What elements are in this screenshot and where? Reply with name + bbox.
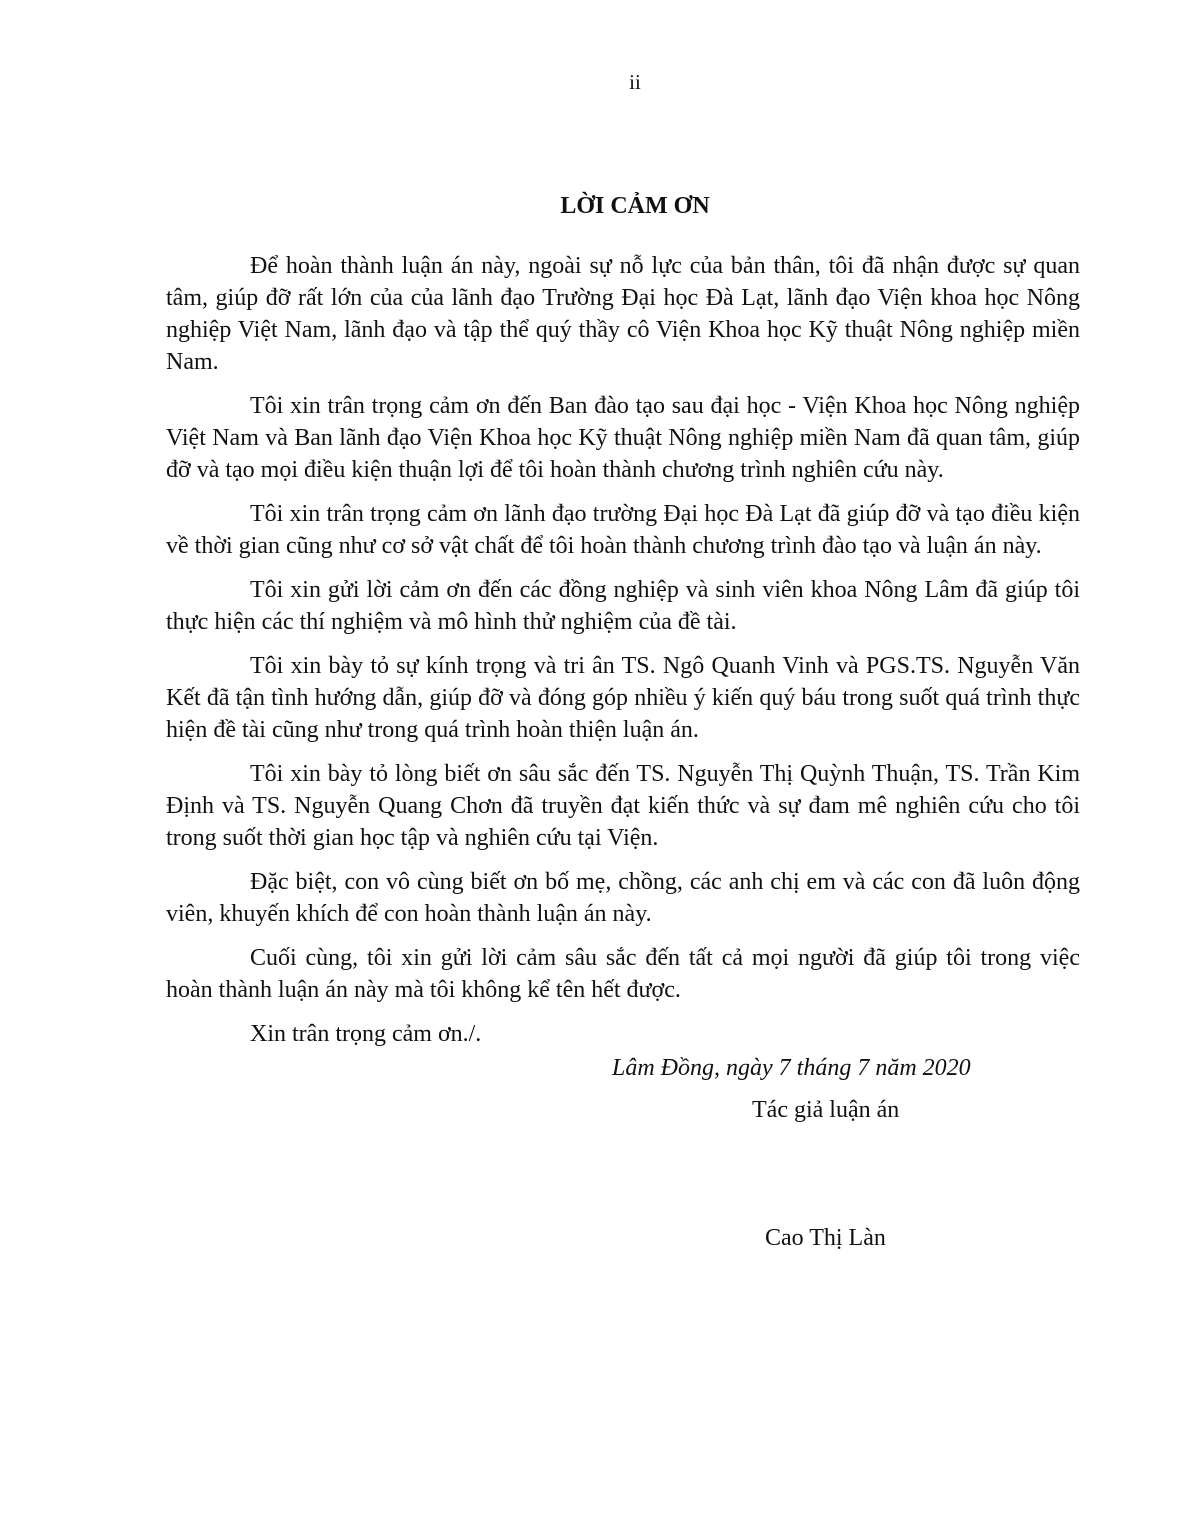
signature-author-label: Tác giả luận án	[752, 1097, 900, 1123]
paragraph-1: Để hoàn thành luận án này, ngoài sự nỗ lực của bản thân, tôi đã nhận được sự quan tâm, giúp đỡ rất lớn của của lãnh đạo Trường Đại học Đà Lạt, lãnh đạo Viện khoa học Nông nghiệp Việt Nam, lãnh đạo và tập thể quý thầy cô Viện Khoa học Kỹ thuật Nông nghiệp miền Nam.	[166, 253, 1080, 375]
signature-place-date: Lâm Đồng, ngày 7 tháng 7 năm 2020	[612, 1055, 971, 1081]
signature-author-name: Cao Thị Làn	[765, 1225, 886, 1251]
paragraph-8: Cuối cùng, tôi xin gửi lời cảm sâu sắc đến tất cả mọi người đã giúp tôi trong việc hoàn thành luận án này mà tôi không kể tên hết được.	[166, 945, 1080, 1003]
page-number: ii	[629, 70, 641, 94]
paragraph-3: Tôi xin trân trọng cảm ơn lãnh đạo trường Đại học Đà Lạt đã giúp đỡ và tạo điều kiện về thời gian cũng như cơ sở vật chất để tôi hoàn thành chương trình đào tạo và luận án này.	[166, 501, 1080, 559]
paragraph-7: Đặc biệt, con vô cùng biết ơn bố mẹ, chồng, các anh chị em và các con đã luôn động viên, khuyến khích để con hoàn thành luận án này.	[166, 869, 1080, 927]
page-title: LỜI CẢM ƠN	[560, 193, 710, 219]
paragraph-2: Tôi xin trân trọng cảm ơn đến Ban đào tạo sau đại học - Viện Khoa học Nông nghiệp Việt Nam và Ban lãnh đạo Viện Khoa học Kỹ thuật Nông nghiệp miền Nam đã quan tâm, giúp đỡ và tạo mọi điều kiện thuận lợi để tôi hoàn thành chương trình nghiên cứu này.	[166, 393, 1080, 483]
acknowledgement-body	[166, 250, 1080, 1062]
paragraph-5: Tôi xin bày tỏ sự kính trọng và tri ân TS. Ngô Quanh Vinh và PGS.TS. Nguyễn Văn Kết đã tận tình hướng dẫn, giúp đỡ và đóng góp nhiều ý kiến quý báu trong suốt quá trình thực hiện đề tài cũng như trong quá trình hoàn thiện luận án.	[166, 653, 1080, 743]
paragraph-closing: Xin trân trọng cảm ơn./.	[250, 1021, 482, 1047]
paragraph-4: Tôi xin gửi lời cảm ơn đến các đồng nghiệp và sinh viên khoa Nông Lâm đã giúp tôi thực hiện các thí nghiệm và mô hình thử nghiệm của đề tài.	[166, 577, 1080, 635]
paragraph-6: Tôi xin bày tỏ lòng biết ơn sâu sắc đến TS. Nguyễn Thị Quỳnh Thuận, TS. Trần Kim Định và TS. Nguyễn Quang Chơn đã truyền đạt kiến thức và sự đam mê nghiên cứu cho tôi trong suốt thời gian học tập và nghiên cứu tại Viện.	[166, 761, 1080, 851]
